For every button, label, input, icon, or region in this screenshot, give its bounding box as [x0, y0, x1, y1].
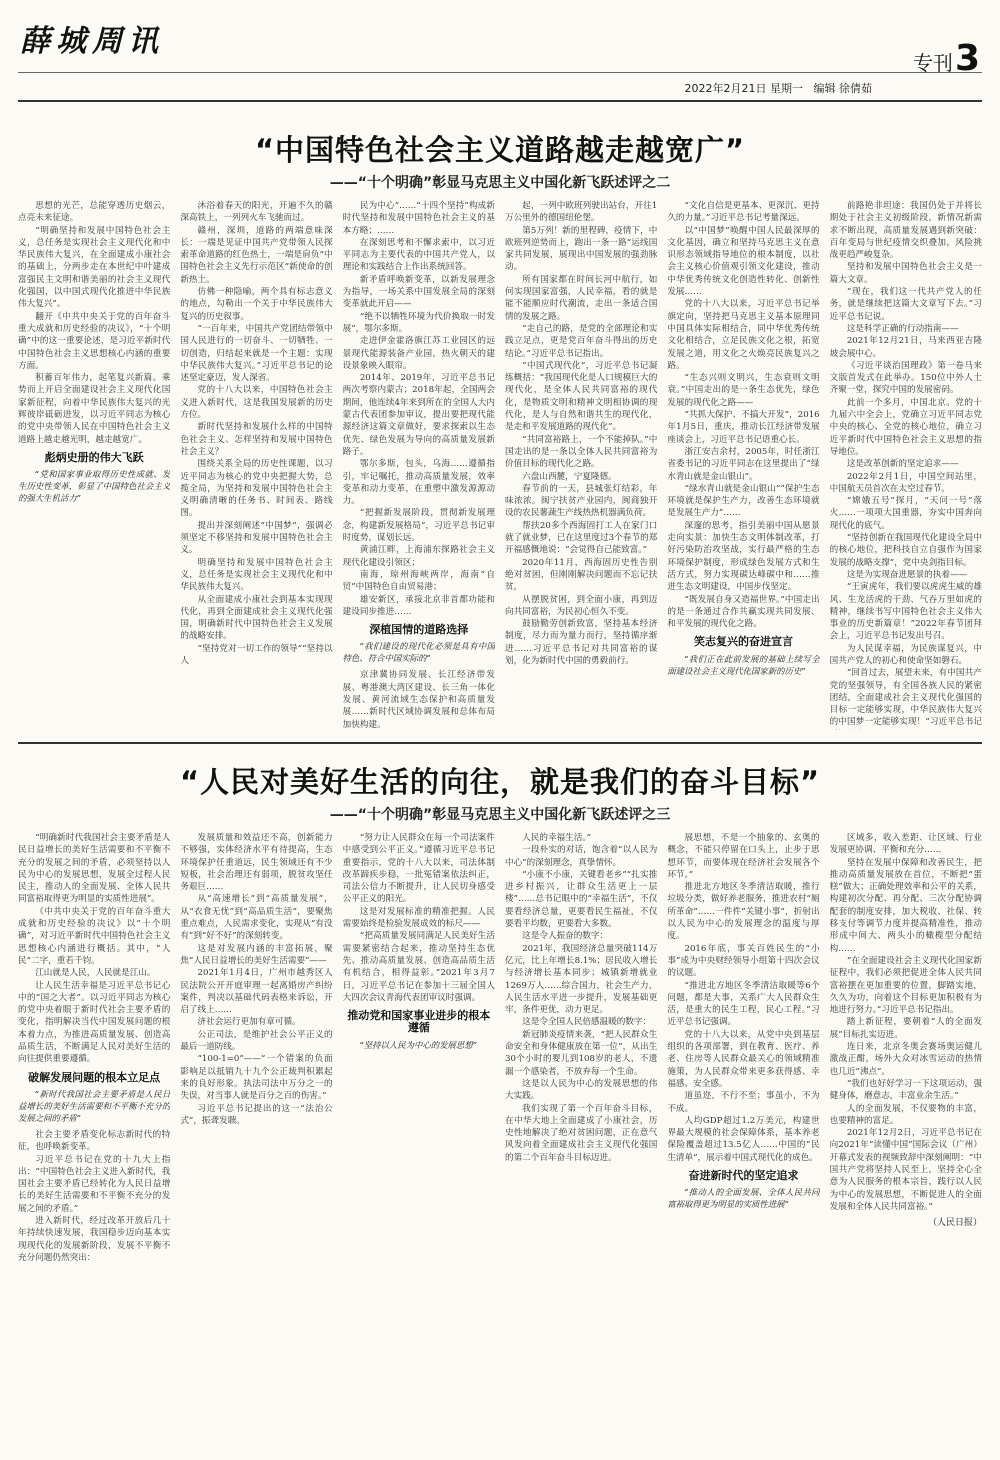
newspaper-logo: 薛城周讯 [20, 24, 164, 59]
article1-column-2: 沐浴着春天的阳光，开遍不久的赣深高铁上，一列列火车飞驰而过。 赣州，深圳，道路的两端意味深长：一端是见证中国共产党带领人民探索革命道路的红色热土，一端是肩负“中国特色社会主义先行示范区”新使命的创新热土。 仿佛一种隐喻，两个具有标志意义的地点，勾勒出一个关于中华民族伟大复兴的历史叙事。 “一百年来，中国共产党团结带领中国人民进行的一切奋斗、一切牺牲、一切创造，归结起来就是一个主题：实现中华民族伟大复兴。”习近平总书记的论述坚定豪迈，发人深省。 党的十八大以来，中国特色社会主义进入新时代，这是我国发展新的历史方位。 新时代坚持和发展什么样的中国特色社会主义、怎样坚持和发展中国特色社会主义？ 围绕关系全局的历史性课题，以习近平同志为核心的党中央把握大势，总揽全局，为坚持和发展中国特色社会主义明确清晰的任务书、时间表、路线图。 提出并深刻阐述“中国梦”，强调必须坚定不移坚持和发展中国特色社会主义。 明确坚持和发展中国特色社会主义，总任务是实现社会主义现代化和中华民族伟大复兴。 从全面建成小康社会到基本实现现代化，再到全面建成社会主义现代化强国，明确新时代中国特色社会主义发展的战略安排。 “坚持党对一切工作的领导”“坚持以人 [180, 201, 333, 666]
editor-credit: 编辑 徐倩茹 [813, 82, 872, 95]
page-number: 3 [954, 38, 980, 79]
article1-body [18, 200, 982, 730]
article2-column-6: 区域多，收入差距、让区域、行业发展更协调、平衡和充分…… 坚持在发展中保障和改善民生，把推动高质量发展放在首位，不断把“蛋糕”做大；正确处理效率和公平的关系，构建初次分配、再分配、三次分配协调配套的制度安排，加大税收、社保、转移支付等调节力度并提高精准性，推动形成中间大、两头小的橄榄型分配结构…… “在全面建设社会主义现代化国家新征程中，我们必须把促进全体人民共同富裕摆在更加重要的位置，脚踏实地，久久为功，向着这个目标更加积极有为地进行努力。”习近平总书记指出。 踏上新征程，要朝着“人的全面发展”目标扎实迈进。 连日来，北京冬奥会赛场奥运健儿激战正酣，场外大众对冰雪运动的热情也几近“沸点”。 “我们也好好学习一下这项运动，强健身体，磨意志，丰富业余生活。” 人的全面发展，不仅要物的丰富，也要精神的富足。 2021年12月2日，习近平总书记在向2021年“读懂中国”国际会议（广州）开幕式发表的视频致辞中深刻阐明：“中国共产党将坚持人民至上，坚持全心全意为人民服务的根本宗旨，践行以人民为中心的发展思想，不断促进人的全面发展和全体人民共同富裕。” （人民日报） [829, 833, 982, 1229]
article2-column-5: 展思想，不是一个抽象的、玄奥的概念，不能只停留在口头上，止步于思想环节，而要体现在经济社会发展各个环节。” 推进北方地区冬季清洁取暖，推行垃圾分类，做好养老服务，推进农村“厕所革命”……一件件“关键小事”，折射出以人民为中心的发展理念的温度与厚度。 2016年底，事关百姓民生的“小事”成为中央财经领导小组第十四次会议的议题。 “推进北方地区冬季清洁取暖等6个问题，都是大事，关系广大人民群众生活，是重大的民生工程，民心工程。”习近平总书记强调。 党的十八大以来，从党中央到基层组织的各项部署，到在教育、医疗、养老、住房等人民群众最关心的领域精准施策，为人民群众带来更多获得感、幸福感、安全感。 道虽迩，不行不至；事虽小，不为不成。 人均GDP超过1.2万美元，构建世界最大规模的社会保障体系，基本养老保险覆盖超过13.5亿人……中国的“民生清单”，展示着中国式现代化的成色。 奋进新时代的坚定追求 “推动人的全面发展、全体人民共同富裕取得更为明显的实质性进展” [667, 833, 820, 1210]
article2-title: “人民对美好生活的向往，就是我们的奋斗目标” [179, 765, 821, 799]
article1-column-6: 前路艳非坦途：我国仍处于并将长期处于社会主义初级阶段，新情况新需求不断出现，高质量发展遇到新突破：百年变局与世纪疫情交织叠加，风险挑战更趋严峻复杂。 坚持和发展中国特色社会主义是一篇大文章。 “现在，我们这一代共产党人的任务，就是继续把这篇大文章写下去。”习近平总书记说。 这是科学正确的行动指南—— 2021年12月21日，马来西亚吉隆坡会展中心。 《习近平谈治国理政》第一卷马来文版首发式在此举办。150位中外人士齐聚一堂，探究中国的发展密码。 此前一个多月，中国北京。党的十九届六中全会上，党确立习近平同志党中央的核心、全党的核心地位，确立习近平新时代中国特色社会主义思想的指导地位。 这是改革创新的坚定追求—— 2022年2月1日，中国空间站里，中国航天员首次在太空过春节。 “嫦娥五号”探月，“天问一号”落火……一项项大国重器，夯实中国奔向现代化的底气。 “坚持创新在我国现代化建设全局中的核心地位，把科技自立自强作为国家发展的战略支撑”，党中央剑指目标。 这是为实现奋进愿景的执着—— “王寅虎年，我们要以虎虎生威的雄风、生龙活虎的干劲、气吞万里如虎的精神，继续书写中国特色社会主义伟大事业的历史新篇章！”2022年春节团拜会上，习近平总书记发出号召。 为人民谋幸福，为民族谋复兴，中国共产党人的初心和使命坚如磐石。 “回首过去，展望未来，有中国共产党的坚强领导，有全国各族人民的紧密团结，全面建成社会主义现代化强国的目标一定能够实现，中华民族伟大复兴的中国梦一定能够实现！”习近平总书记 [829, 201, 982, 728]
section-quote: “推动人的全面发展、全体人民共同富裕取得更为明显的实质性进展” [667, 1187, 820, 1210]
issue-date: 2022年2月21日 星期一 [684, 82, 803, 95]
article1-column-4: 起，一列中欧班列驶出站台，开往1万公里外的德国纽伦堡。 第5万列！新的里程碑，疫情下，中欧班列逆势而上，跑出一条一路“运线国家共同发展，展现出中国发展的强劲脉动。 所有国家都在时间长河中航行，如何实现国家富强，人民幸福，看的就是能不能顺应时代潮流，走出一条适合国情的发展之路。 “走自己的路，是党的全部理论和实践立足点，更是党百年奋斗得出的历史结论。”习近平总书记指出。 “中国式现代化”，习近平总书记凝练概括：“我国现代化是人口规模巨大的现代化，是全体人民共同富裕的现代化，是物质文明和精神文明相协调的现代化，是人与自然和谐共生的现代化，是走和平发展道路的现代化”。 “共同富裕路上，一个不能掉队。”中国走出的是一条以全体人民共同富裕为价值目标的现代化之路。 六盘山西麓，宁夏隆德。 春节前的一天，县城张灯结彩，年味浓浓。闽宁扶贫产业园内，闽商独开设的农民薯蔬生产线热热机器满负荷。 帮扶20多个西海固打工人在家门口就了就业梦，已在这里度过3个春节的郑开福感慨地说：“会觉得自己能致富。” 2020年11月，西海固历史性告别绝对贫困，但刚刚解决问题而不忘记扶贫， 从摆脱贫困，到全面小康，再到迈向共同富裕，为民初心恒久不变。 鼓励勤劳创新致富，坚持基本经济制度，尽力而为量力而行，坚持循序渐进……习近平总书记对共同富裕的谋划，化为新时代中国的勇毅前行。 [504, 201, 658, 666]
section-heading: 彪炳史册的伟大飞跃 [44, 450, 144, 464]
page-label [913, 38, 980, 79]
article2-body [18, 832, 982, 1444]
section-name: 专刊 [912, 51, 953, 75]
section-quote: “坚持以人民为中心的发展思想” [359, 1039, 477, 1050]
masthead-rule [18, 72, 982, 73]
article1-subtitle: ——“十个明确”彰显马克思主义中国化新飞跃述评之二 [329, 175, 671, 191]
article1-title: “中国特色社会主义道路越走越宽广” [254, 133, 746, 167]
article2-column-1: “明确新时代我国社会主要矛盾是人民日益增长的美好生活需要和不平衡不充分的发展之间的矛盾，必须坚持以人民为中心的发展思想，发展全过程人民民主，推动人的全面发展、全体人民共同富裕取得更为明显的实质性进展”。 《中共中央关于党的百年奋斗重大成就和历史经验的决议》以“十个明确”，对习近平新时代中国特色社会主义思想核心内涵进行概括。其中，“人民”二字，重若千钧。 江山就是人民，人民就是江山。 让人民生活幸福是习近平总书记心中的“国之大者”。以习近平同志为核心的党中央着眼于新时代社会主要矛盾的变化，指明解决当代中国发展问题的根本着力点，为推进高质量发展、创造高品质生活，不断满足人民对美好生活的向往提供重要遵循。 破解发展问题的根本立足点 “新时代我国社会主要矛盾是人民日益增长的美好生活需要和不平衡不充分的发展之间的矛盾” 社会主要矛盾变化标志新时代的特征，也呼唤新变革。 习近平总书记在党的十九大上指出：“中国特色社会主义进入新时代，我国社会主要矛盾已经转化为人民日益增长的美好生活需要和不平衡不充分的发展之间的矛盾。” 进入新时代，经过改革开放后几十年持续快速发展，我国稳步迈向基本实现现代化的发展新阶段，发展不平衡不充分问题仍然突出： [18, 833, 171, 1263]
section-heading: 深植国情的道路选择 [369, 623, 469, 637]
section-heading: 推动党和国家事业进步的根本遵循 [347, 1009, 491, 1035]
article2-subtitle: ——“十个明确”彰显马克思主义中国化新飞跃述评之三 [329, 807, 671, 823]
article1-column-5: “文化自信是更基本、更深沉、更持久的力量。”习近平总书记考量深远。 以“中国梦”唤醒中国人民最深厚的文化基因，确立和坚持马克思主义在意识形态领域指导地位的根本制度，以社会主义核心价值观引领文化建设，推动中华优秀传统文化创造性转化、创新性发展…… 党的十八大以来，习近平总书记举旗定向，坚持把马克思主义基本原理同中国具体实际相结合，同中华优秀传统文化相结合，立足民族文化之根，拓宽发展之道，用文化之火焕亮民族复兴之路。 “生态兴则文明兴，生态衰则文明衰。”中国走出的是一条生态优先，绿色发展的现代化之路—— “共抓大保护、不搞大开发”，2016年1月5日，重庆，推动长江经济带发展座谈会上，习近平总书记语重心长。 浙江安吉余村，2005年，时任浙江省委书记的习近平同志在这里提出了“绿水青山就是金山银山”。 “绿水青山就是金山银山”“保护生态环境就是保护生产力，改善生态环境就是发展生产力”…… 深邃的思考，指引美丽中国从愿景走向实景：加快生态文明体制改革，打好污染防治攻坚战，实行最严格的生态环境保护制度，形成绿色发展方式和生活方式，努力实现碳达峰碳中和……推进生态文明建设，中国步伐坚定。 “既发展自身又造福世界。”中国走出的是一条通过合作共赢实现共同发展、和平发展的现代化之路。 笑志复兴的奋进宣言 “我们正在此前发展的基础上续写全面建设社会主义现代化国家新的历史” [667, 201, 820, 676]
article1-column-1: 思想的光芒，总能穿透历史烟云，点亮未来征途。 “明确坚持和发展中国特色社会主义，总任务是实现社会主义现代化和中华民族伟大复兴，在全面建成小康社会的基础上，分两步走在本世纪中叶建成富强民主文明和谐美丽的社会主义现代化强国，以中国式现代化推进中华民族伟大复兴”。 翻开《中共中央关于党的百年奋斗重大成就和历史经验的决议》，“十个明确”中的这一重要论述，是习近平新时代中国特色社会主义思想核心内涵的重要方面。 积蓄百年伟力，起笔复兴新篇。乘势而上开启全面建设社会主义现代化国家新征程，向着中华民族伟大复兴的光辉彼岸砥砺进发，以习近平同志为核心的党中央带领人民在中国特色社会主义道路上越走越光明，越走越宽广。 彪炳史册的伟大飞跃 “党和国家事业取得历史性成就、发生历史性变革，彰显了中国特色社会主义的强大生机活力” [18, 201, 171, 504]
section-quote: “我们建设的现代化必须是具有中国特色、符合中国实际的” [342, 641, 495, 664]
masthead [18, 8, 982, 102]
section-heading: 破解发展问题的根本立足点 [28, 1070, 161, 1084]
article2-column-2: 发展质量和效益还不高，创新能力不够强，实体经济水平有待提高，生态环境保护任重道远，民生领域还有不少短板，社会治理还有弱项，脱贫攻坚任务艰巨…… 从“高速增长”到“高质量发展”，从“衣食无忧”到“高品质生活”，要聚焦重点难点，人民需求变化，实现从“有没有”到“好不好”的深刻转变。 这是对发展内涵的丰富拓展，聚焦“人民日益增长的美好生活需要”—— 2021年1月4日，广州市越秀区人民法院公开开庭审理一起离婚房产纠纷案件，判决以基础代码表格来诉讼，开启了线上…… 济社会运行更加有章可循。 公正司法，是维护社会公平正义的最后一道防线。 “100-1=0”——“一个错案的负面影响足以抵销九十九个公正裁判积累起来的良好形象。执法司法中万分之一的失误，对当事人就是百分之百的伤害。” 习近平总书记提出的这一“法治公式”，振聋发聩。 [180, 833, 333, 1126]
section-heading: 笑志复兴的奋进宣言 [693, 635, 793, 649]
issue-date-line [685, 80, 873, 96]
article1-column-3: 民为中心”……“十四个坚持”构成新时代坚持和发展中国特色社会主义的基本方略；…… 在深刻思考和不懈求索中，以习近平同志为主要代表的中国共产党人，以理论和实践结合上作出系统回答。 新矛盾呼唤新变革，以新发展理念为指导，一场关系中国发展全局的深刻变革就此开启—— “绝不以牺牲环境为代价换取一时发展”，鄂尔多斯。 走进伊金霍洛旗江苏工业园区的远景现代能源装备产业园，热火朝天的建设景象映入眼帘。 2014年、2019年，习近平总书记两次考察内蒙古；2018年起，全国两会期间，他连续4年来到所在的全国人大内蒙古代表团参加审议，提出要把现代能源经济这篇文章做好，要求探索以生态优先、绿色发展为导向的高质量发展新路子。 鄂尔多斯，包头，乌海……遵循指引，牢记嘱托，推动高质量发展，效率变革和动力变革，在重塑中激发源源动力。 “把握新发展阶段，贯彻新发展理念，构建新发展格局”，习近平总书记审时度势，谋划长远。 黄浦江畔，上海浦东探路社会主义现代化建设引领区； 南海，琼州海峡两岸，海南“自贸”中国特色自由贸易港； 雄安新区，承接北京非首都功能和建设同步推进…… 深植国情的道路选择 “我们建设的现代化必须是具有中国特色、符合中国实际的” 京津冀协同发展、长江经济带发展、粤港澳大湾区建设、长三角一体化发展、黄河流域生态保护和高质量发展……新时代区域协调发展和总体布局加快构建。 [342, 201, 495, 730]
article2-credit: （人民日报） [927, 1218, 982, 1229]
article-divider [18, 742, 982, 744]
section-quote: “党和国家事业取得历史性成就、发生历史性变革，彰显了中国特色社会主义的强大生机活力” [18, 469, 171, 504]
article2-column-3: “努力让人民群众在每一个司法案件中感受到公平正义。”遵循习近平总书记重要指示，党的十八大以来，司法体制改革蹄疾步稳，一批冤错案依法纠正，司法公信力不断提升，让人民切身感受公平正义的阳光。 这是对发展标准的精准把握。人民需要始终是检验发展成效的标尺—— “把高质量发展同满足人民美好生活需要紧密结合起来，推动坚持生态优先、推动高质量发展、创造高品质生活有机结合，相得益彰。”2021年3月7日，习近平总书记在参加十三届全国人大四次会议青海代表团审议时强调。 推动党和国家事业进步的根本遵循 “坚持以人民为中心的发展思想” [342, 833, 495, 1050]
section-quote: “新时代我国社会主要矛盾是人民日益增长的美好生活需要和不平衡不充分的发展之间的矛盾” [18, 1088, 171, 1123]
section-heading: 奋进新时代的坚定追求 [688, 1169, 799, 1183]
article2-column-4: 人民的幸福生活。” 一段朴实的对话，饱含着“以人民为中心”的深刻理念，真挚情怀。 “小康不小康，关键看老乡”“扎实推进乡村振兴，让群众生活更上一层楼”……总书记眼中的“幸福生活”，不仅要看经济总量，更要看民生福祉，不仅要看平均数，更要看大多数。 这是令人振奋的数字： 2021年，我国经济总量突破114万亿元，比上年增长8.1%；居民收入增长与经济增长基本同步；城镇新增就业1269万人……综合国力，社会生产力，人民生活水平进一步提升，发展基础更牢，条件更优，动力更足。 这是令全国人民倍感温暖的数字： 新冠肺炎疫情来袭，“把人民群众生命安全和身体健康放在第一位”，从出生30个小时的婴儿到108岁的老人，不遗漏一个感染者，不放弃每一个生命。 这是以人民为中心的发展思想的伟大实践。 我们实现了第一个百年奋斗目标，在中华大地上全面建成了小康社会，历史性地解决了绝对贫困问题，正在意气风发向着全面建成社会主义现代化强国的第二个百年奋斗目标迈进。 [504, 833, 658, 1163]
section-quote: “我们正在此前发展的基础上续写全面建设社会主义现代化国家新的历史” [667, 653, 820, 676]
